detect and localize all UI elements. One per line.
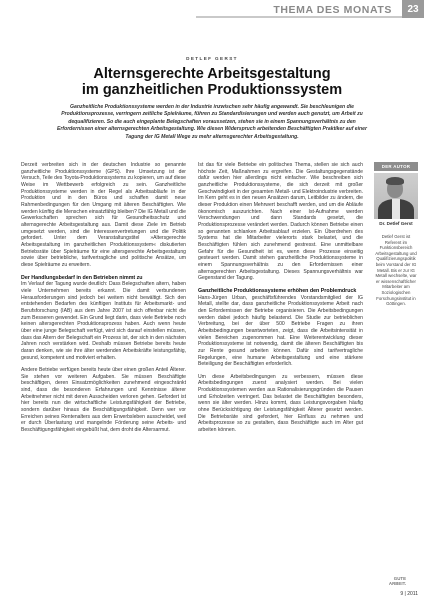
page-number-badge: 23 [402,0,424,18]
author-portrait [374,173,418,219]
footer-page-number: 9 | 2011 [400,591,418,597]
article-lead: Ganzheitliche Produktionssysteme werden in der Industrie inzwischen sehr häufig angewandt. Sie beschleunigen die Produktionsprozesse, verringern zeitliche Spielräume, führen zu Standardisierungen und werden auch genutzt, um Arbeit zu dequalifizieren. So die auch eingeplante Belegschaften voraussetzen, stehen sie in einem Spannungsverhältnis zu den Erfordernissen einer alternsgerechten Arbeitsgestaltung. Wie diesen Widerspruch arbeitenden Beschäftigten Praktiker auf einer Tagung der IG Metall Wege zu mehr alternsgerechter Arbeitsgestaltung. [57,104,367,140]
text-column-2 [198,162,363,434]
logo-line-2: ARBEIT. [388,580,406,586]
section-heading: Ganzheitliche Produktionssysteme erhöhen den Problemdruck [198,287,357,294]
paragraph: Derzeit verbreiten sich in der deutschen Industrie so genannte ganzheitliche Produktionssysteme (GPS). Ihre Umsetzung ist der Versuch, Teile des Toyota-Produktionssystems zu kopieren, um auf diese Weise im Wettbewerb erfolgreich zu sein. Ganzheitliche Produktionssysteme werden in der Regel als Arbeitsabläufe in der Produktion und in den Büros und schaffen damit neue Rahmenbedingungen für den Umgang mit älteren Beschäftigten. Wie werden künftig die Menschen einsatzfähig bleiben? Die IG Metall und die Gewerkschaften sprechen sich für Gesundheitsschutz und alternsgerechte Arbeitsgestaltung aus. Damit diese Ziele im Betrieb umgesetzt werden, sind die Interessenvertretungen und die Politik gefordert. Unter dem Veranstaltungstitel »Altersgerechte Arbeitsgestaltung im ganzheitlichen Produktionssystem« diskutierten Betriebsräte über Spielräume für eine altersgerechte Arbeitsgestaltung sowie über betriebliche, tarifvertragliche und politische Ansätze, um diese Spielräume zu erweitern. [21,162,186,268]
section-heading: Der Handlungsbedarf in den Betrieben nimmt zu [21,274,143,281]
paragraph: Andere Betriebe verfügen bereits heute über einen großen Anteil Älterer. Sie stehen vor weiteren Aufgaben. Sie müssen Beschäftigte beschäftigen, deren Einsatzmöglichkeiten zunehmend eingeschränkt sind, dass die besonderen Erfahrungen und Kenntnisse älterer Arbeitnehmer nicht mit deren Ausscheiden verloren gehen. Gefordert ist hier bereits nun die wirtschaftliche Leistungsfähigkeit der Betriebe, sondern darüber hinaus die Beschäftigungsfähigkeit. Denn wer vor Erreichen seines Rentenalters aus dem Erwerbsleben ausscheidet, weil er durch Überlastung und mangelnde Förderung seine Arbeits- und Beschäftigungsfähigkeit eingebüßt hat, dem droht die Altersarmut. [21,367,186,434]
paragraph: Ist das für viele Betriebe ein politisches Thema, stellen sie sich auch höchste Zeit, Maßnahmen zu ergreifen. Die Gestaltungsgegenstände dafür werden hier allerdings nicht einfacher. Wie beschreiben sich ganzheitliche Produktionssysteme, die sich derzeit mit großer Geschwindigkeit in der gesamten Metall- und Elektroindustrie verbreiten. Im Kern geht es in den neuen Ansätzen darum, Leitbilder zu ändern, die dieser Produktion einen Mehrwert beschafft werden, und um die Abläufe ökonomisch auszurichten. Nach einer Ist-Aufnahme werden Verschwendungen und dann Standards gesetzt, die Produktionsprozesse verändert werden. Dadurch können Betriebe einen so genannten schlanken Arbeitsablauf erzielen. Ein Überdrehen des Systems hat die Mitarbeiter vielerorts stark belastet, und die Beschäftigten fühlen sich zunehmend gestresst. Eine unmittelbare Gefahr für die Gesundheit ist es, wenn diese Prozesse einseitig gesteuert werden. Damit stehen ganzheitliche Produktionssysteme in einem Spannungsverhältnis zu den Erfordernissen einer alternsgerechten Arbeitsgestaltung. Dieses Spannungsverhältnis war Gegenstand der Tagung. [198,162,363,282]
article-title [20,66,404,98]
text-column-1 [21,162,186,434]
author-sidebar [374,162,418,307]
paragraph: Um diese Arbeitsbedingungen zu verbessern, müssen diese Arbeitsbedingungen zuerst analysiert werden. Bei vielen Produktionssystemen werden aus Rationalisierungsgründen die Pausen und Erholzeiten verringert. Das belastet die Beschäftigten besonders, wenn sie älter werden. Hinzu kommt, dass Leistungsvorgaben häufig ohne Berücksichtigung der Leistungsfähigkeit Älterer gesetzt werden. Die Betriebsräte sind gefordert, hier Einfluss zu nehmen und Arbeitsprozesse so zu gestalten, dass Beschäftigte auch im Alter gut arbeiten können. [198,373,363,434]
title-line-2: im ganzheitlichen Produktionssystem [81,82,343,98]
logo-line-1: GUTE [393,575,406,581]
paragraph: Hans-Jürgen Urban, geschäftsführendes Vorstandsmitglied der IG Metall, stellte dar, dass ganzheitliche Produktionssysteme Arbeit nach den Erfordernissen der Betriebe organisieren. Die Arbeitsbedingungen werden dabei jedoch häufig belastend. Die Studie zur betrieblichen Verbreitung, bei der über 500 Betriebe Fragen zu ihren Arbeitsbedingungen beantworteten, zeigt, dass die Arbeitsintensität in vielen Bereichen zugenommen hat. Eine Weiterentwicklung dieser Produktionssysteme ist notwendig, damit die älteren Beschäftigten bis zur Rente gesund arbeiten können. Dafür sind tarifvertragliche Regelungen, eine humane Arbeitsgestaltung und eine stärkere Beteiligung der Beschäftigten erforderlich. [198,294,363,368]
header-band [0,0,424,22]
header-rule [196,16,402,18]
sidebar-tag: DER AUTOR [374,162,418,171]
author-name: Dr. Detlef Gerst [379,221,413,226]
magazine-logo [389,576,406,586]
author-caption: Detlef Gerst ist Referent im Funktionsbereich Arbeitsgestaltung und Qualifizierungspolitik beim Vorstand der IG Metall. Bis er zur IG Metall wechselte, war er wissenschaftlicher Mitarbeiter am Soziologischen Forschungsinstitut in Göttingen. [375,234,417,307]
rubric-label: THEMA DES MONATS [273,4,392,16]
paragraph: Im Verlauf der Tagung wurde deutlich: Dass Belegschaften altern, haben viele Unternehmen bereits erkannt. Die damit verbundenen Herausforderungen sind jedoch bei weitem nicht bewältigt. Sich den entstehenden Bedarfen des künftigen Instituts für Arbeitsmarkt- und Berufsforschung (IAB) aus dem Jahre 2007 ist sich offenbar nicht die zum Besseren gewendet. Ein Grund liegt darin, dass viele Betriebe noch keinen altersgerechten Produktionsprozess haben. Auch wenn heute über eine junge Belegschaft verfügt, wird sich darauf einstellen müssen, dass das Altern der Belegschaft ein Prozess ist, der sich in den nächsten Jahren noch verstärken wird. Deshalb müssen Betriebe bereits heute daran denken, wie sie ihre älter werdenden Arbeitskräfte leistungsfähig, gesund, kompetent und motiviert erhalten. [21,281,186,361]
article-author: DETLEF GERST [186,56,238,61]
title-line-1: Alternsgerechte Arbeitsgestaltung [93,66,331,82]
